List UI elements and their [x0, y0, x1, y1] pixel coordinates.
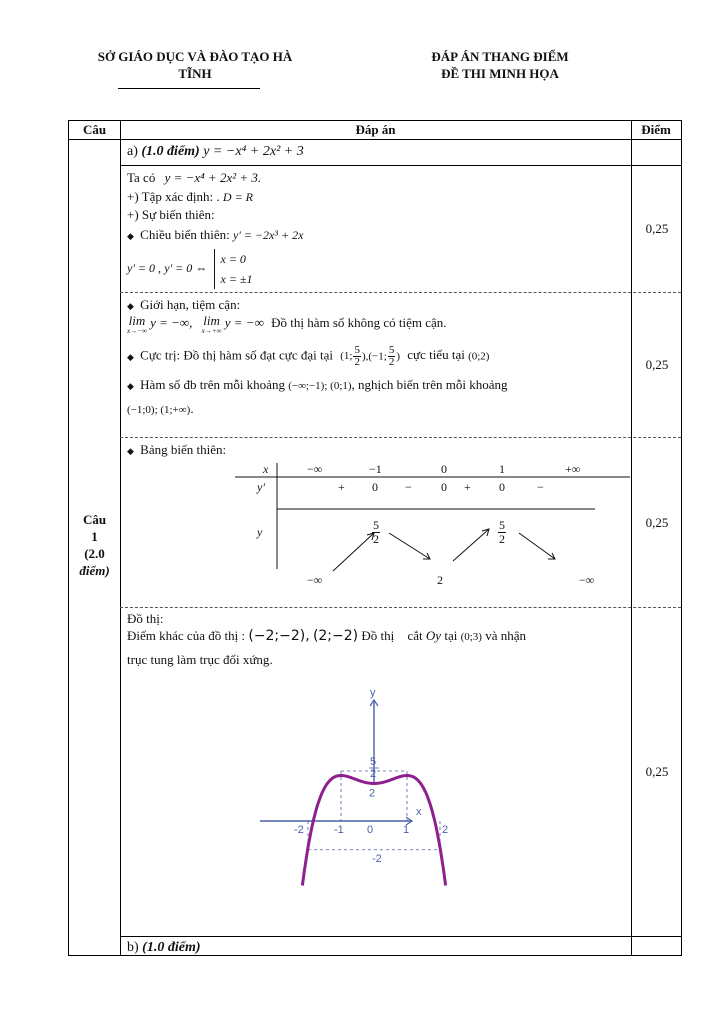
row-divider-block2 — [120, 437, 681, 438]
decreasing-end: . — [190, 401, 194, 416]
part-b-points: (1.0 điểm) — [142, 940, 201, 955]
at-word: tại — [444, 628, 458, 643]
x-axis-label: x — [416, 806, 422, 818]
row-divider-parta — [120, 165, 681, 166]
x-tick-minus2: -2 — [294, 824, 304, 836]
bbt-sign-3: + — [464, 480, 471, 494]
oy-axis-label: Oy — [425, 628, 442, 643]
row-divider-header — [69, 139, 681, 140]
increasing-intervals: (−∞;−1); (0;1) — [288, 380, 352, 392]
block2-decreasing — [127, 401, 194, 418]
lim1-word: lim — [128, 313, 146, 328]
bbt-y-neg-inf-left: −∞ — [307, 573, 323, 587]
block1-eq-a: y' = 0 , — [127, 260, 161, 275]
max-point1-close: ) — [361, 350, 366, 363]
frac-num: 5 — [354, 344, 360, 356]
x-tick-minus1: -1 — [334, 824, 344, 836]
block1-prefix: Ta có — [127, 170, 156, 185]
header-right — [400, 48, 600, 82]
system-line1: x = 0 — [220, 252, 246, 266]
block1-domain-formula: D = R — [222, 190, 253, 204]
cau-label-line1: Câu — [82, 512, 107, 527]
max-point2-open: ,(−1; — [365, 350, 387, 363]
bbt-sign-4: − — [537, 480, 544, 494]
symmetry-end: . — [269, 652, 273, 667]
block1-eq-b: y' = 0 ⇔ — [164, 260, 208, 275]
min-text: cực tiểu tại — [407, 347, 465, 363]
part-a-formula: y = −x⁴ + 2x² + 3 — [203, 144, 304, 159]
part-a-label: a) — [127, 144, 138, 159]
bbt-y-label: y — [257, 525, 263, 539]
block2-line1 — [127, 297, 240, 314]
max-point2-frac — [388, 345, 396, 368]
part-b-label: b) — [127, 940, 139, 955]
graph-word: Đồ thị — [361, 628, 395, 643]
variation-table-title: Bảng biến thiên: — [140, 442, 227, 457]
lim1-sub: x→−∞ — [127, 327, 147, 335]
bbt-ymax-2-den: 2 — [499, 532, 505, 546]
bbt-ymax-2-num: 5 — [499, 518, 505, 532]
x-tick-0: 0 — [367, 824, 374, 836]
block4-title: Đồ thị: — [127, 611, 164, 626]
block2-score: 0,25 — [645, 357, 669, 372]
lim2-value: y = −∞ — [224, 315, 264, 330]
bbt-x-label: x — [263, 462, 269, 476]
header-left — [70, 48, 320, 82]
limit-minus-inf — [127, 315, 147, 335]
bbt-x-1: 1 — [499, 462, 505, 476]
header-right-line1: ĐÁP ÁN THANG ĐIỂM — [431, 49, 569, 64]
x-tick-1: 1 — [403, 824, 410, 836]
header-left-line2: TĨNH — [178, 66, 212, 81]
extrema-text: Cực trị: Đồ thị hàm số đạt cực đại tại — [140, 347, 333, 363]
y-label-max-den: 2 — [370, 768, 377, 780]
frac-den: 2 — [354, 356, 360, 368]
part-a-title — [127, 144, 304, 160]
block1-domain-label: +) Tập xác định: . — [127, 189, 220, 204]
block4-score: 0,25 — [645, 764, 669, 779]
block1-system — [214, 249, 253, 289]
limit-plus-inf — [202, 315, 222, 335]
part-a-points: (1.0 điểm) — [141, 144, 200, 159]
block1-line2 — [127, 189, 253, 205]
y-axis-label: y — [370, 687, 376, 699]
bbt-x-0: 0 — [441, 462, 447, 476]
bbt-y-min: 2 — [437, 573, 443, 587]
min-point: (0;2) — [468, 350, 490, 363]
block3-title — [127, 442, 226, 459]
lim1-value: y = −∞, — [150, 315, 193, 330]
row-divider-block4 — [120, 936, 681, 937]
other-point-1: (−2;−2), — [248, 628, 310, 644]
bbt-ymax-2 — [498, 519, 506, 546]
bbt-sign-1: + — [338, 480, 345, 494]
x-tick-2: 2 — [442, 824, 449, 836]
oy-intercept: (0;3) — [460, 631, 482, 643]
bbt-x-minus1: −1 — [369, 462, 382, 476]
bullet-icon: ◆ — [127, 351, 134, 362]
col-divider-1 — [120, 121, 121, 955]
bbt-ymax-1-num: 5 — [373, 518, 379, 532]
cau-label — [69, 511, 120, 579]
bbt-y-neg-inf-right: −∞ — [579, 573, 595, 587]
block1-line5 — [127, 249, 253, 289]
col-header-dap-an: Đáp án — [355, 122, 396, 137]
block2-monotonic — [127, 377, 508, 394]
block1-derivative-formula: y' = −2x³ + 2x — [232, 228, 304, 242]
block2-extrema — [127, 345, 489, 368]
lim2-word: lim — [203, 313, 220, 328]
decreasing-intervals: (−1;0); (1;+∞) — [127, 404, 191, 416]
bbt-x-neg-inf: −∞ — [307, 462, 323, 476]
part-b-title — [127, 940, 201, 956]
block1-score: 0,25 — [645, 221, 669, 236]
frac-den: 2 — [388, 356, 395, 368]
and-accept-text: và nhận — [485, 628, 527, 643]
block1-line3: +) Sự biến thiên: — [127, 207, 215, 222]
bbt-zero-3: 0 — [499, 480, 505, 494]
bbt-zero-1: 0 — [372, 480, 378, 494]
increasing-text: Hàm số đb trên mỗi khoảng — [140, 377, 285, 392]
col-header-diem: Điểm — [641, 122, 671, 137]
bbt-x-pos-inf: +∞ — [565, 462, 581, 476]
bullet-icon: ◆ — [127, 446, 134, 457]
y-label-minus2: -2 — [372, 852, 382, 865]
max-point2-close: ) — [396, 350, 400, 363]
other-points-text: Điểm khác của đồ thị : — [127, 628, 246, 643]
header-left-line1: SỞ GIÁO DỤC VÀ ĐÀO TẠO HÀ — [97, 49, 293, 64]
col-header-cau: Câu — [82, 122, 107, 137]
row-divider-block1 — [120, 292, 681, 293]
lim2-sub: x→+∞ — [201, 327, 222, 335]
frac-num: 5 — [388, 344, 395, 356]
bullet-icon: ◆ — [127, 301, 134, 312]
header-underline — [118, 88, 260, 89]
cau-label-line3: (2.0 — [84, 546, 105, 561]
other-point-2: (2;−2) — [312, 628, 359, 644]
bbt-zero-2: 0 — [441, 480, 447, 494]
cau-label-line2: 1 — [91, 529, 98, 544]
max-point1-open: (1; — [340, 350, 353, 363]
cut-word: cắt — [407, 628, 423, 643]
system-line2: x = ±1 — [220, 272, 253, 286]
block3-score: 0,25 — [645, 515, 669, 530]
answer-table — [68, 120, 682, 956]
block1-line1 — [127, 170, 261, 186]
bbt-yprime-label: y' — [257, 480, 265, 494]
y-label-max-num: 5 — [370, 756, 377, 768]
y-label-2: 2 — [369, 787, 376, 800]
block2-limits — [127, 315, 447, 335]
cau-label-line4: điểm) — [79, 563, 110, 578]
decreasing-text: , nghịch biến trên mỗi khoảng — [351, 377, 508, 392]
bbt-ymax-1 — [372, 519, 380, 546]
max-point1-frac — [353, 345, 361, 368]
bullet-icon: ◆ — [127, 381, 134, 392]
lim-text: Đồ thị hàm số không có tiệm cận. — [271, 315, 447, 330]
header-right-line2: ĐỀ THI MINH HỌA — [441, 66, 559, 81]
bullet-icon: ◆ — [127, 231, 134, 242]
block1-formula: y = −x⁴ + 2x² + 3. — [164, 170, 262, 185]
block1-line4 — [127, 227, 303, 244]
block1-derivative-label: Chiều biến thiên: — [140, 227, 230, 242]
block2-limits-label: Giới hạn, tiệm cận: — [140, 297, 241, 312]
bbt-ymax-1-den: 2 — [373, 532, 379, 546]
symmetry-text: trục tung làm trục đối xứng — [127, 652, 270, 667]
bbt-sign-2: − — [405, 480, 412, 494]
